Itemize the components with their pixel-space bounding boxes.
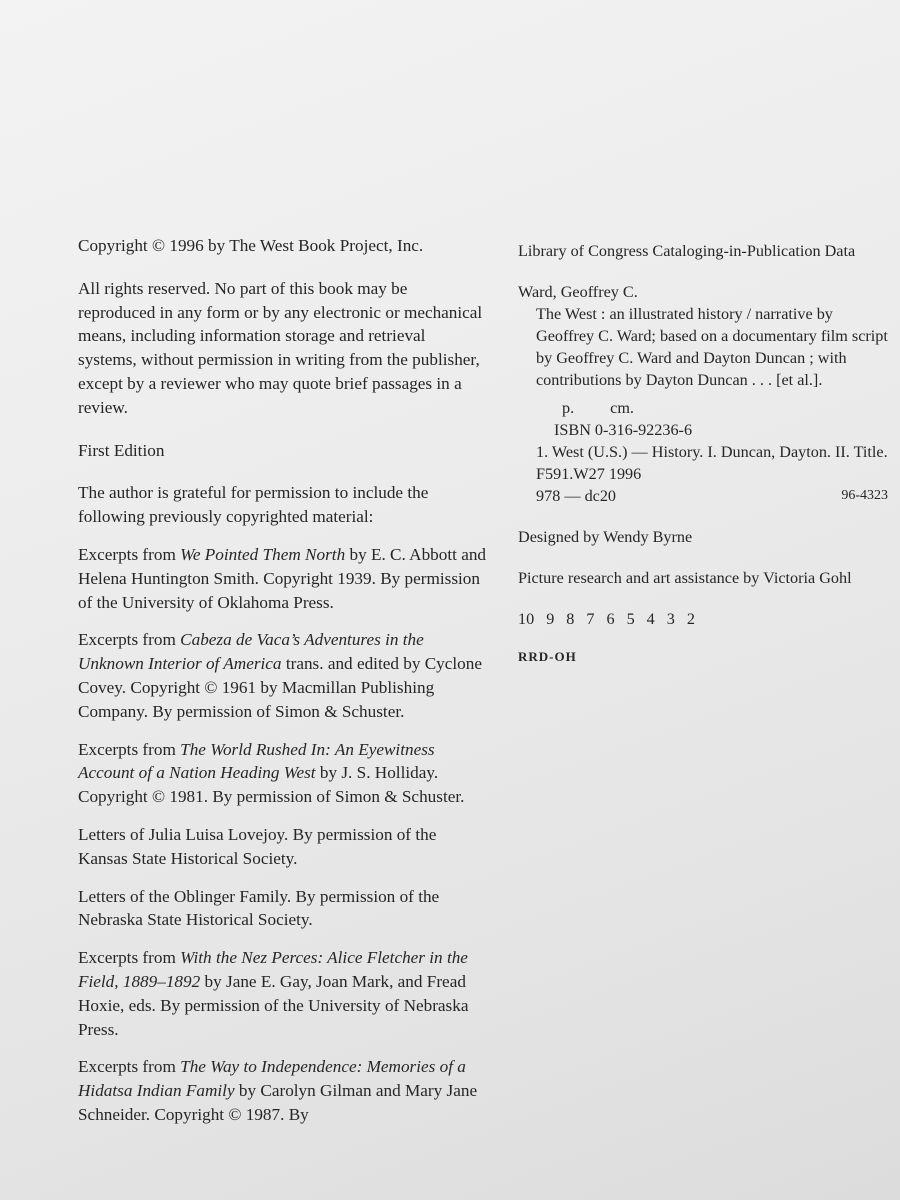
edition-line: First Edition [78, 440, 165, 460]
designer-credit: Designed by Wendy Byrne [518, 528, 693, 546]
excerpt-1: Excerpts from We Pointed Them North by E. C. Abbott and Helena Huntington Smith. Copyright 1939. By permission of the University of Oklahoma Press. [78, 544, 487, 612]
grateful-paragraph: The author is grateful for permission to include the following previously copyrighted material: [78, 483, 429, 527]
excerpt-3: Excerpts from The World Rushed In: An Eyewitness Account of a Nation Heading West by J. S. Holliday. Copyright © 1981. By permission of Simon & Schuster. [78, 739, 465, 807]
excerpt-5: Letters of the Oblinger Family. By permission of the Nebraska State Historical Society. [78, 886, 440, 930]
cip-isbn: ISBN 0-316-92236-6 [554, 421, 693, 439]
excerpt-4: Letters of Julia Luisa Lovejoy. By permission of the Kansas State Historical Society. [78, 824, 437, 868]
cip-author: Ward, Geoffrey C. [518, 283, 638, 301]
left-column [78, 234, 488, 1124]
cip-heading: Library of Congress Cataloging-in-Publication Data [518, 242, 856, 260]
rights-paragraph: All rights reserved. No part of this book may be reproduced in any form or by any electronic or mechanical means, including information storage and retrieval systems, without permission in writing from the publisher, except by a reviewer who may quote brief passages in a review. [78, 278, 483, 417]
cip-description: The West : an illustrated history / narrative by Geoffrey C. Ward; based on a documentary film script by Geoffrey C. Ward and Dayton Duncan ; with contributions by Dayton Duncan . . . [et al.]. [536, 305, 888, 389]
cip-dewey-row [518, 485, 888, 507]
picture-credit: Picture research and art assistance by Victoria Gohl [518, 569, 852, 587]
excerpt-6: Excerpts from With the Nez Perces: Alice Fletcher in the Field, 1889–1892 by Jane E. Gay, Joan Mark, and Fread Hoxie, eds. By permission of the University of Nebraska Press. [78, 948, 469, 1039]
cip-lccn: 96-4323 [841, 488, 888, 503]
right-column [518, 240, 888, 668]
print-line: 10 9 8 7 6 5 4 3 2 [518, 610, 695, 628]
excerpt-2: Excerpts from Cabeza de Vaca’s Adventures in the Unknown Interior of America trans. and edited by Cyclone Covey. Copyright © 1961 by Macmillan Publishing Company. By permission of Simon & Schuster. [78, 630, 482, 721]
printer-code: RRD-OH [518, 649, 577, 664]
cip-call-number: F591.W27 1996 [536, 465, 642, 483]
cip-dewey: 978 — dc20 [536, 487, 617, 505]
cip-physical: p. cm. [562, 399, 634, 417]
cip-subjects: 1. West (U.S.) — History. I. Duncan, Dayton. II. Title. [536, 443, 888, 461]
copyright-line: Copyright © 1996 by The West Book Project, Inc. [78, 236, 424, 255]
excerpt-7: Excerpts from The Way to Independence: Memories of a Hidatsa Indian Family by Carolyn Gilman and Mary Jane Schneider. Copyright © 1987. By [78, 1057, 478, 1124]
